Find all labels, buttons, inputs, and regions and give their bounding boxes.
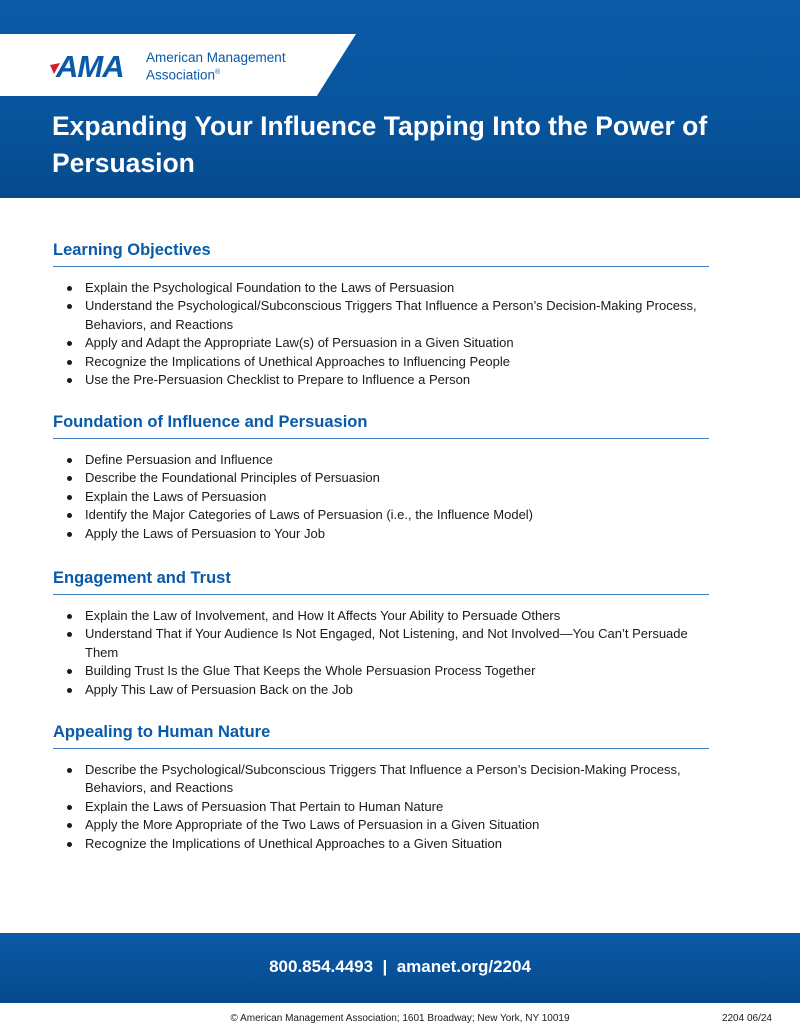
list-item: Explain the Law of Involvement, and How It Affects Your Ability to Persuade Others bbox=[85, 607, 709, 625]
copyright-notice: © American Management Association; 1601 Broadway; New York, NY 10019 bbox=[230, 1013, 570, 1024]
logo-line-2: Association bbox=[146, 67, 216, 83]
bullet-list bbox=[53, 451, 709, 543]
list-item: Apply the Laws of Persuasion to Your Job bbox=[85, 525, 709, 543]
logo-wordmark bbox=[146, 50, 286, 83]
section-heading: Learning Objectives bbox=[53, 241, 709, 267]
list-item: Describe the Psychological/Subconscious Triggers That Influence a Person’s Decision-Making Process, Behaviors, and Reactions bbox=[85, 761, 709, 798]
list-item: Apply This Law of Persuasion Back on the Job bbox=[85, 681, 709, 699]
footer-banner bbox=[0, 933, 800, 1003]
list-item: Explain the Laws of Persuasion That Pertain to Human Nature bbox=[85, 798, 709, 816]
section-engagement-trust bbox=[53, 569, 709, 699]
document-code: 2204 06/24 bbox=[721, 1013, 772, 1024]
svg-text:AMA: AMA bbox=[56, 49, 124, 81]
section-heading: Engagement and Trust bbox=[53, 569, 709, 595]
list-item: Building Trust Is the Glue That Keeps the Whole Persuasion Process Together bbox=[85, 662, 709, 680]
section-learning-objectives bbox=[53, 241, 709, 389]
list-item: Explain the Laws of Persuasion bbox=[85, 488, 709, 506]
list-item: Recognize the Implications of Unethical Approaches to a Given Situation bbox=[85, 835, 709, 853]
logo-line-1: American Management bbox=[146, 50, 286, 65]
list-item: Apply and Adapt the Appropriate Law(s) of Persuasion in a Given Situation bbox=[85, 334, 709, 352]
contact-info: 800.854.4493 | amanet.org/2204 bbox=[269, 957, 531, 976]
bullet-list bbox=[53, 607, 709, 699]
section-foundation bbox=[53, 413, 709, 543]
ama-logo-icon bbox=[48, 49, 132, 81]
list-item: Recognize the Implications of Unethical Approaches to Influencing People bbox=[85, 353, 709, 371]
section-human-nature bbox=[53, 723, 709, 853]
page-title: Expanding Your Influence Tapping Into the Power of Persuasion bbox=[52, 111, 708, 178]
bullet-list bbox=[53, 279, 709, 389]
list-item: Understand That if Your Audience Is Not Engaged, Not Listening, and Not Involved—You Can’t Persuade Them bbox=[85, 625, 709, 662]
section-heading: Appealing to Human Nature bbox=[53, 723, 709, 749]
list-item: Identify the Major Categories of Laws of Persuasion (i.e., the Influence Model) bbox=[85, 506, 709, 524]
registered-mark: ® bbox=[215, 69, 221, 76]
list-item: Understand the Psychological/Subconscious Triggers That Influence a Person’s Decision-Making Process, Behaviors, and Reactions bbox=[85, 297, 709, 334]
list-item: Explain the Psychological Foundation to the Laws of Persuasion bbox=[85, 279, 709, 297]
bullet-list bbox=[53, 761, 709, 853]
list-item: Apply the More Appropriate of the Two Laws of Persuasion in a Given Situation bbox=[85, 816, 709, 834]
header-banner bbox=[0, 0, 800, 198]
list-item: Describe the Foundational Principles of Persuasion bbox=[85, 469, 709, 487]
list-item: Define Persuasion and Influence bbox=[85, 451, 709, 469]
list-item: Use the Pre-Persuasion Checklist to Prepare to Influence a Person bbox=[85, 371, 709, 389]
section-heading: Foundation of Influence and Persuasion bbox=[53, 413, 709, 439]
